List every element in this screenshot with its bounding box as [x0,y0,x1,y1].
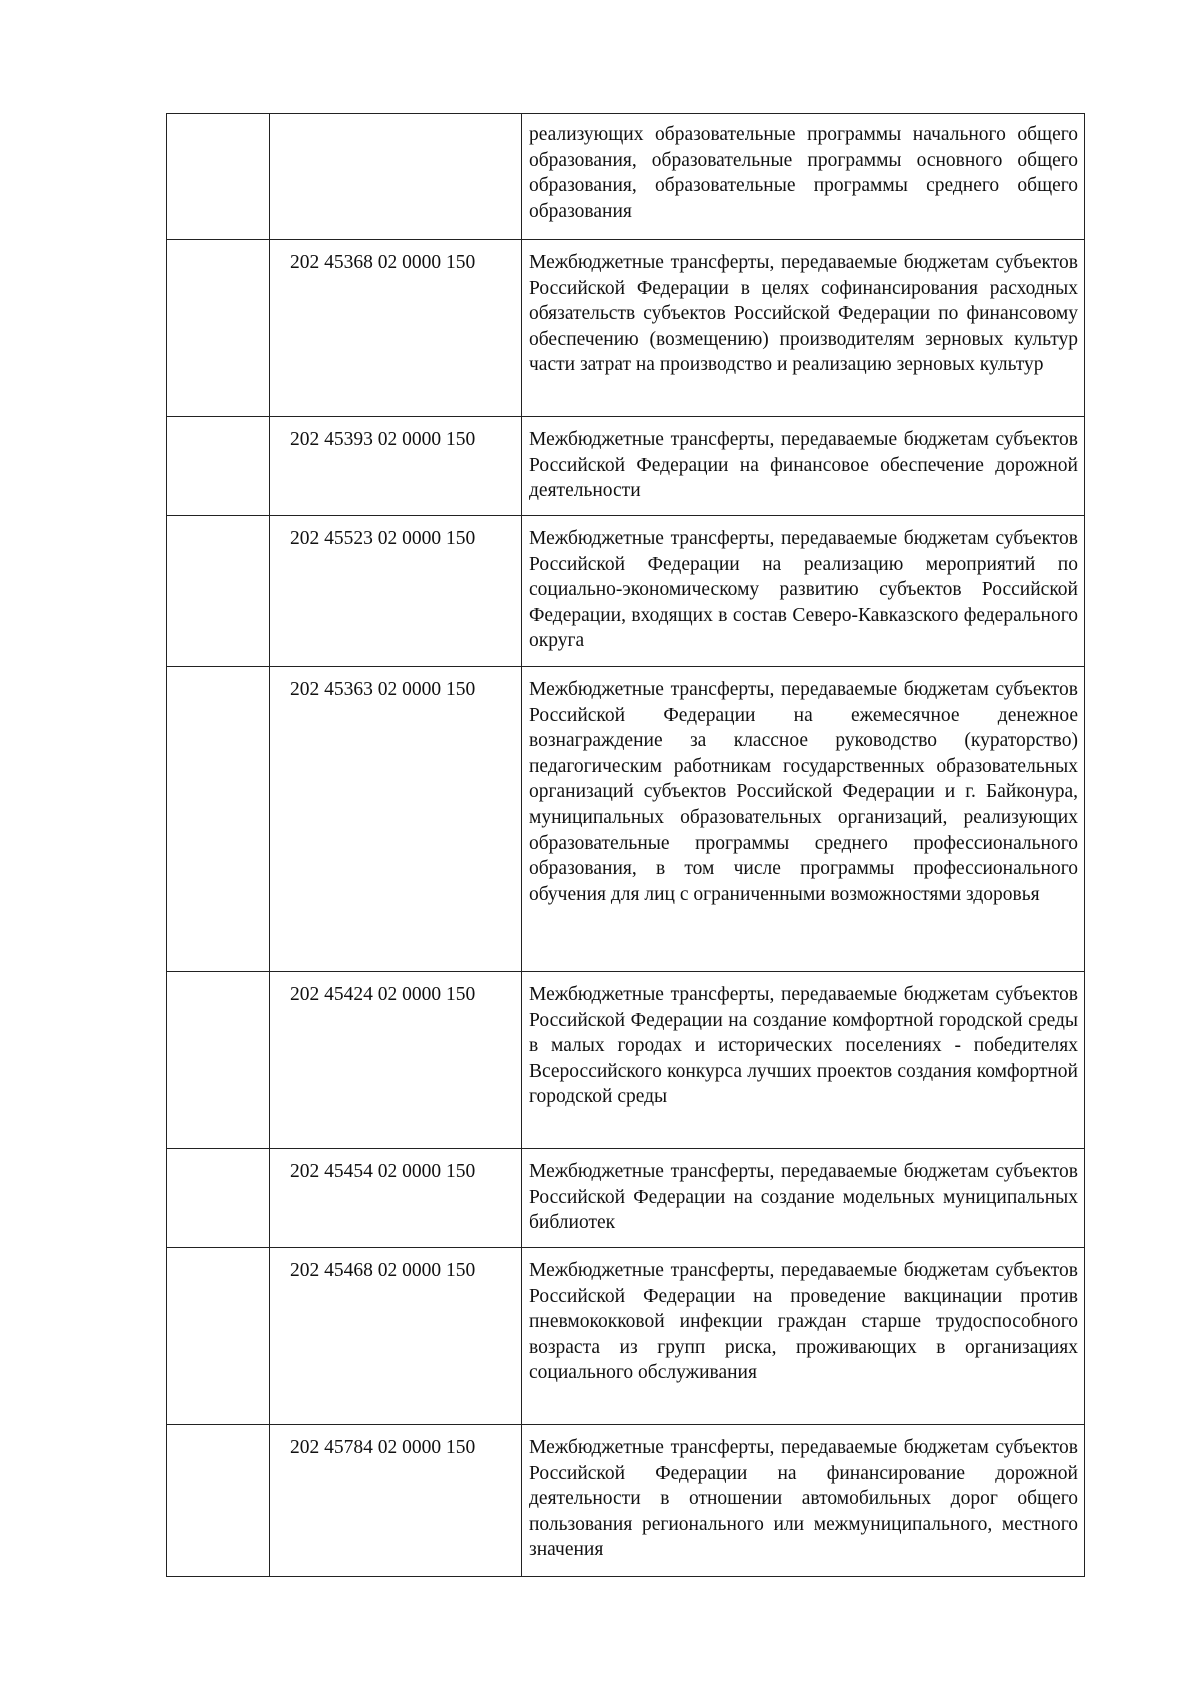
table-row [167,417,1085,516]
table-row [167,114,1085,240]
table-row [167,667,1085,972]
description-cell: Межбюджетные трансферты, передаваемые бюджетам субъектов Российской Федерации на финансовое обеспечение дорожной деятельности [522,417,1085,516]
budget-code-cell: 202 45468 02 0000 150 [270,1248,522,1425]
budget-code-cell: 202 45368 02 0000 150 [270,240,522,417]
row-number-cell [167,1425,270,1577]
budget-code-cell [270,114,522,240]
description-cell: реализующих образовательные программы начального общего образования, образовательные программы основного общего образования, образовательные программы среднего общего образования [522,114,1085,240]
table-row [167,516,1085,667]
description-cell: Межбюджетные трансферты, передаваемые бюджетам субъектов Российской Федерации на ежемесячное денежное вознаграждение за классное руководство (кураторство) педагогическим работникам государственных образовательных организаций субъектов Российской Федерации и г. Байконура, муниципальных образовательных организаций, реализующих образовательные программы среднего профессионального образования, в том числе программы профессионального обучения для лиц с ограниченными возможностями здоровья [522,667,1085,972]
budget-code-cell: 202 45454 02 0000 150 [270,1149,522,1248]
table-body [167,114,1085,1577]
table-row [167,240,1085,417]
row-number-cell [167,114,270,240]
budget-code-cell: 202 45424 02 0000 150 [270,972,522,1149]
budget-code-cell: 202 45393 02 0000 150 [270,417,522,516]
description-cell: Межбюджетные трансферты, передаваемые бюджетам субъектов Российской Федерации на создание модельных муниципальных библиотек [522,1149,1085,1248]
row-number-cell [167,972,270,1149]
budget-code-cell: 202 45363 02 0000 150 [270,667,522,972]
budget-code-cell: 202 45784 02 0000 150 [270,1425,522,1577]
budget-code-cell: 202 45523 02 0000 150 [270,516,522,667]
description-cell: Межбюджетные трансферты, передаваемые бюджетам субъектов Российской Федерации в целях софинансирования расходных обязательств субъектов Российской Федерации по финансовому обеспечению (возмещению) производителям зерновых культур части затрат на производство и реализацию зерновых культур [522,240,1085,417]
row-number-cell [167,1149,270,1248]
table-row [167,1425,1085,1577]
table-row [167,1149,1085,1248]
row-number-cell [167,417,270,516]
table-row [167,972,1085,1149]
row-number-cell [167,240,270,417]
description-cell: Межбюджетные трансферты, передаваемые бюджетам субъектов Российской Федерации на реализацию мероприятий по социально-экономическому развитию субъектов Российской Федерации, входящих в состав Северо-Кавказского федерального округа [522,516,1085,667]
table-row [167,1248,1085,1425]
row-number-cell [167,1248,270,1425]
row-number-cell [167,667,270,972]
description-cell: Межбюджетные трансферты, передаваемые бюджетам субъектов Российской Федерации на проведение вакцинации против пневмококковой инфекции граждан старше трудоспособного возраста из групп риска, проживающих в организациях социального обслуживания [522,1248,1085,1425]
description-cell: Межбюджетные трансферты, передаваемые бюджетам субъектов Российской Федерации на финансирование дорожной деятельности в отношении автомобильных дорог общего пользования регионального или межмуниципального, местного значения [522,1425,1085,1577]
description-cell: Межбюджетные трансферты, передаваемые бюджетам субъектов Российской Федерации на создание комфортной городской среды в малых городах и исторических поселениях - победителях Всероссийского конкурса лучших проектов создания комфортной городской среды [522,972,1085,1149]
budget-codes-table [166,113,1085,1577]
row-number-cell [167,516,270,667]
